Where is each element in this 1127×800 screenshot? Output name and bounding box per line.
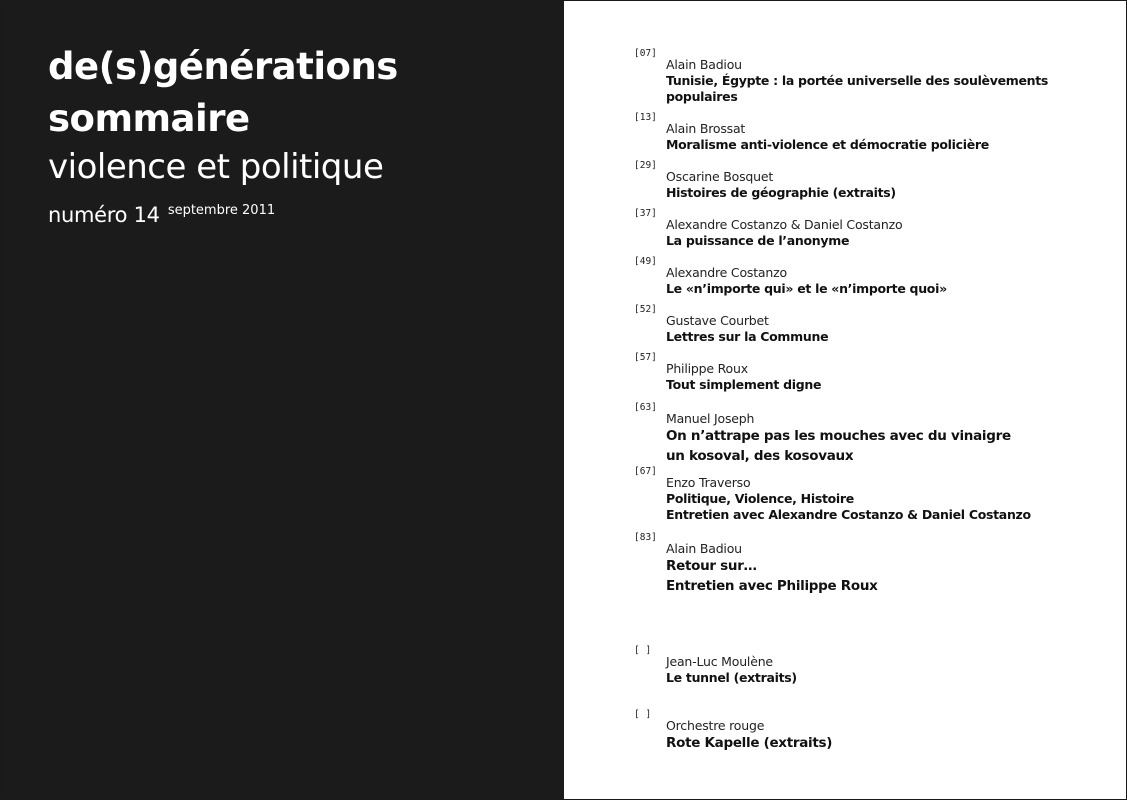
issue-date: septembre 2011 — [167, 203, 276, 218]
author-name: Alexandre Costanzo — [666, 265, 787, 280]
article-title-line: Le tunnel (extraits) — [666, 670, 797, 685]
author-name: Gustave Courbet — [666, 313, 769, 328]
article-title-line: un kosoval, des kosovaux — [666, 448, 854, 464]
article-title-line: Le «n’importe qui» et le «n’importe quoi» — [666, 281, 947, 296]
article-title-line: Tunisie, Égypte : la portée universelle des soulèvements — [666, 73, 1049, 88]
article-title-line: Entretien avec Philippe Roux — [666, 578, 878, 594]
article-title-line: Rote Kapelle (extraits) — [666, 735, 833, 751]
author-name: Alain Badiou — [666, 541, 742, 556]
article-title-line: Retour sur… — [666, 558, 757, 574]
page-reference: [67] — [634, 466, 657, 477]
journal-title: de(s)générations — [48, 45, 398, 88]
article-title-line: Moralisme anti-violence et démocratie policière — [666, 137, 989, 152]
section-title: sommaire — [48, 97, 250, 140]
page-reference: [37] — [634, 208, 657, 219]
article-title-line: On n’attrape pas les mouches avec du vinaigre — [666, 428, 1011, 444]
page-reference: [52] — [634, 304, 657, 315]
author-name: Jean-Luc Moulène — [666, 654, 773, 669]
page-reference: [13] — [634, 112, 657, 123]
author-name: Orchestre rouge — [666, 718, 765, 733]
page-reference: [63] — [634, 402, 657, 413]
page-reference: [57] — [634, 352, 657, 363]
article-title-line: Tout simplement digne — [666, 377, 822, 392]
page-reference: [ ] — [634, 709, 652, 720]
author-name: Enzo Traverso — [666, 475, 751, 490]
article-title-line: Histoires de géographie (extraits) — [666, 185, 896, 200]
article-title-line: La puissance de l’anonyme — [666, 233, 850, 248]
author-name: Manuel Joseph — [666, 411, 755, 426]
article-title-line: Politique, Violence, Histoire — [666, 491, 854, 506]
issue-number: numéro 14 — [48, 203, 160, 227]
author-name: Oscarine Bosquet — [666, 169, 774, 184]
author-name: Alexandre Costanzo & Daniel Costanzo — [666, 217, 903, 232]
author-name: Alain Badiou — [666, 57, 742, 72]
page-reference: [29] — [634, 160, 657, 171]
issue-theme: violence et politique — [48, 147, 384, 187]
page-reference: [83] — [634, 532, 657, 543]
page-reference: [07] — [634, 48, 657, 59]
page-reference: [ ] — [634, 645, 652, 656]
article-title-line: Lettres sur la Commune — [666, 329, 829, 344]
article-title-line: populaires — [666, 89, 738, 104]
author-name: Alain Brossat — [666, 121, 746, 136]
author-name: Philippe Roux — [666, 361, 748, 376]
article-title-line: Entretien avec Alexandre Costanzo & Daniel Costanzo — [666, 507, 1031, 522]
page-reference: [49] — [634, 256, 657, 267]
